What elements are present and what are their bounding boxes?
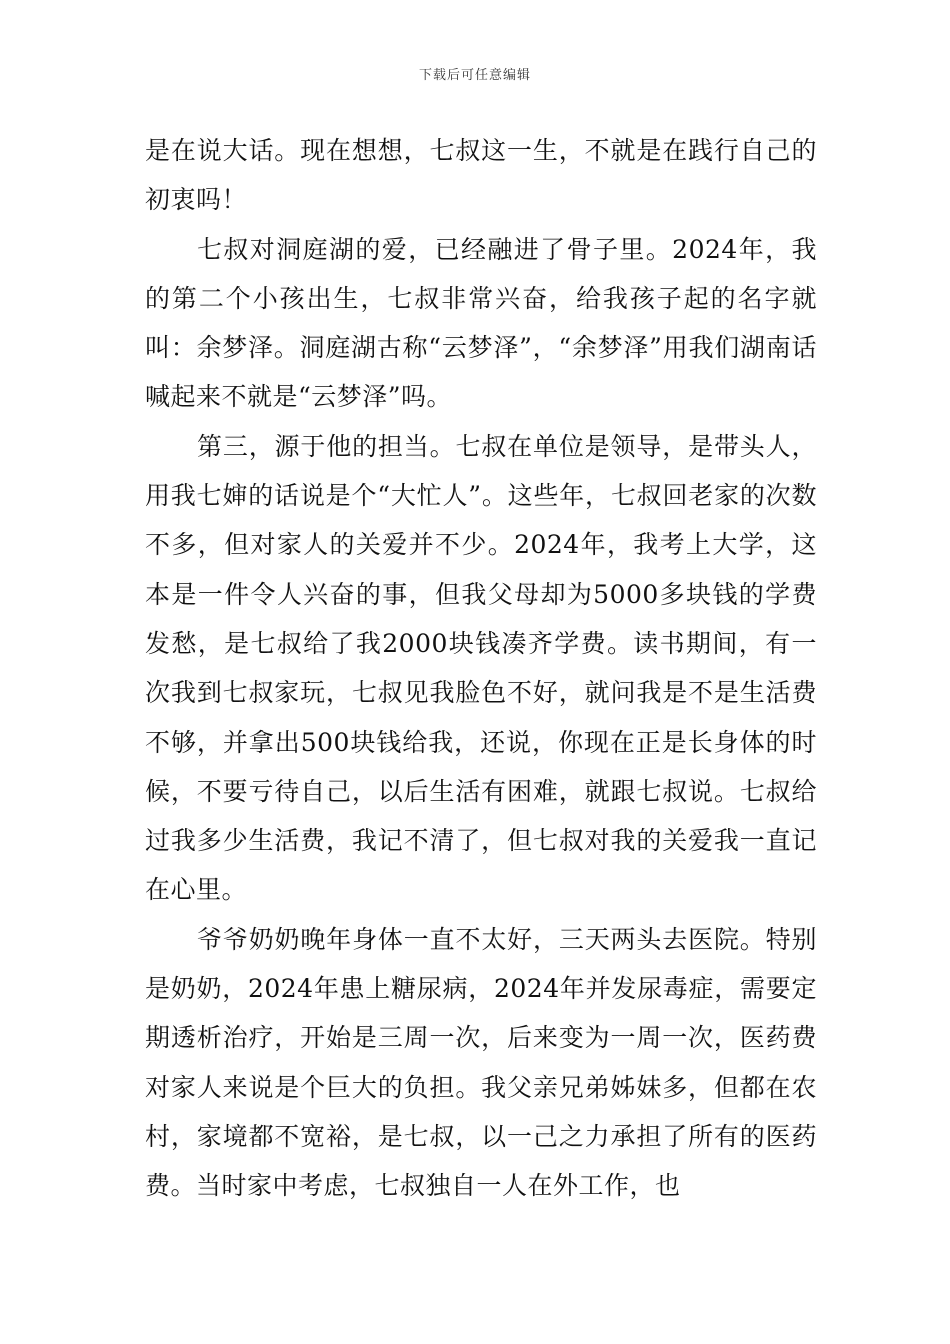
page-header: 下载后可任意编辑 <box>418 68 531 83</box>
paragraph-3: 第三，源于他的担当。七叔在单位是领导，是带头人，用我七婶的话说是个“大忙人”。这些年，七叔回老家的次数不多，但对家人的关爱并不少。2024年，我考上大学，这本是一件令人兴奋的事，但我父母却为5000多块钱的学费发愁，是七叔给了我2000块钱凑齐学费。读书期间，有一次我到七叔家玩，七叔见我脸色不好，就问我是不是生活费不够，并拿出500块钱给我，还说，你现在正是长身体的时候，不要亏待自己，以后生活有困难，就跟七叔说。七叔给过我多少生活费，我记不清了，但七叔对我的关爱我一直记在心里。 <box>145 431 817 905</box>
document-body <box>145 126 817 1211</box>
paragraph-2: 七叔对洞庭湖的爱，已经融进了骨子里。2024年，我的第二个小孩出生，七叔非常兴奋，给我孩子起的名字就叫：余梦泽。洞庭湖古称“云梦泽”，“余梦泽”用我们湖南话喊起来不就是“云梦泽”吗。 <box>145 234 817 412</box>
paragraph-1: 是在说大话。现在想想，七叔这一生，不就是在践行自己的初衷吗！ <box>145 136 817 215</box>
paragraph-4: 爷爷奶奶晚年身体一直不太好，三天两头去医院。特别是奶奶，2024年患上糖尿病，2024年并发尿毒症，需要定期透析治疗，开始是三周一次，后来变为一周一次，医药费对家人来说是个巨大的负担。我父亲兄弟姊妹多，但都在农村，家境都不宽裕，是七叔，以一己之力承担了所有的医药费。当时家中考虑，七叔独自一人在外工作，也 <box>145 924 817 1201</box>
